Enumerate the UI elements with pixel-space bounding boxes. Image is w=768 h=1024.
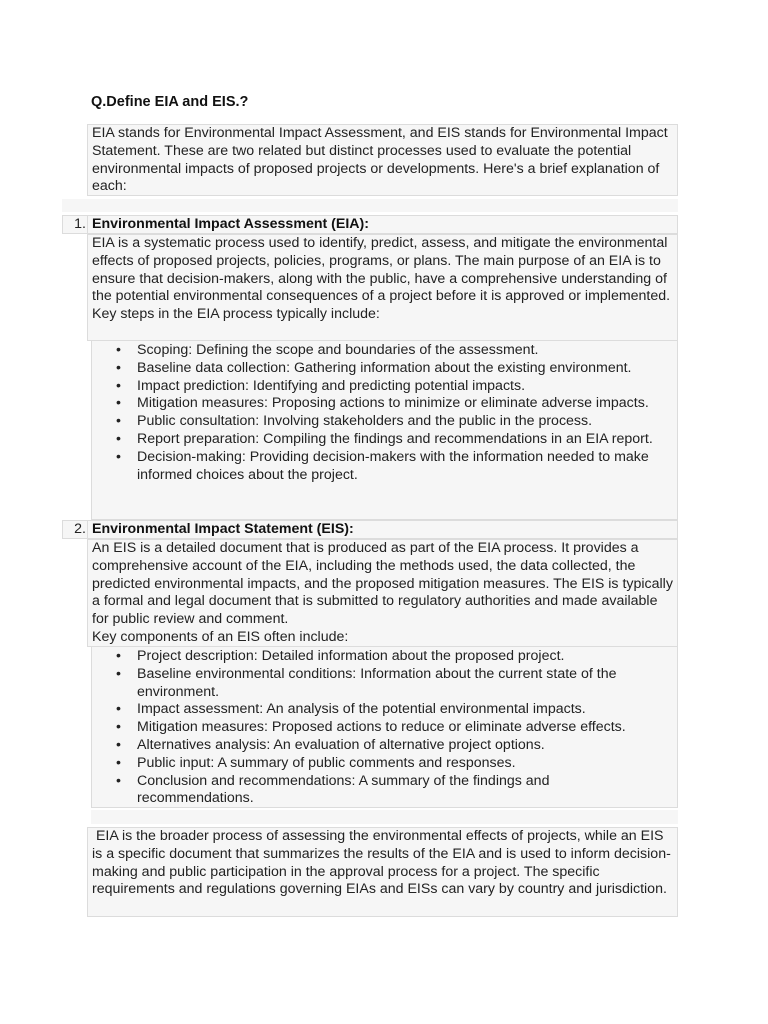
section-1-list-intro: Key steps in the EIA process typically include: [92, 306, 380, 323]
section-2-list-intro: Key components of an EIS often include: [92, 628, 349, 645]
section-1-heading-row [62, 215, 678, 234]
section-2-heading: Environmental Impact Statement (EIS): [92, 521, 354, 537]
section-2-list-box [91, 647, 678, 808]
list-item: • Mitigation measures: Proposed actions to reduce or eliminate adverse effects. [92, 719, 677, 737]
section-2-number: 2. [74, 521, 86, 537]
intro-paragraph: EIA stands for Environmental Impact Assessment, and EIS stands for Environmental Impact Statement. These are two related but distinct processes used to evaluate the potential environmental impacts of proposed projects or developments. Here's a brief explanation of each: [92, 125, 668, 195]
number-divider [87, 521, 88, 538]
list-item: • Scoping: Defining the scope and boundaries of the assessment. [92, 342, 677, 360]
list-item: • Alternatives analysis: An evaluation of alternative project options. [92, 737, 677, 755]
conclusion-paragraph: EIA is the broader process of assessing the environmental effects of projects, while an EIS is a specific document that summarizes the results of the EIA and is used to inform decision-making and public participation in the approval process for a project. The specific requirements and regulations governing EIAs and EISs can vary by country and jurisdiction. [92, 828, 671, 898]
list-item: • Decision-making: Providing decision-makers with the information needed to make informed choices about the project. [92, 449, 677, 485]
list-item: • Mitigation measures: Proposing actions to minimize or eliminate adverse impacts. [92, 395, 677, 413]
list-item: • Report preparation: Compiling the findings and recommendations in an EIA report. [92, 431, 677, 449]
list-item: • Public consultation: Involving stakeholders and the public in the process. [92, 413, 677, 431]
spacer-strip [62, 199, 678, 212]
conclusion-box [87, 827, 678, 917]
section-1-bullet-list [92, 342, 677, 484]
list-item: • Baseline environmental conditions: Information about the current state of the environment. [92, 666, 677, 702]
list-item: • Project description: Detailed information about the proposed project. [92, 648, 677, 666]
list-item: • Baseline data collection: Gathering information about the existing environment. [92, 360, 677, 378]
section-1-heading: Environmental Impact Assessment (EIA): [92, 216, 369, 232]
list-item: • Impact assessment: An analysis of the potential environmental impacts. [92, 701, 677, 719]
section-2-bullet-list [92, 648, 677, 808]
list-item: • Public input: A summary of public comments and responses. [92, 755, 677, 773]
question-title: Q.Define EIA and EIS.? [91, 94, 249, 110]
section-1-list-box [91, 341, 678, 520]
section-2-description: An EIS is a detailed document that is produced as part of the EIA process. It provides a comprehensive account of the EIA, including the methods used, the data collected, the predicted environmental impacts, and the proposed mitigation measures. The EIS is typically a formal and legal document that is submitted to regulatory authorities and made available for public review and comment. [92, 540, 673, 628]
number-divider [87, 216, 88, 233]
section-1-description: EIA is a systematic process used to identify, predict, assess, and mitigate the environmental effects of proposed projects, policies, programs, or plans. The main purpose of an EIA is to ensure that decision-makers, along with the public, have a comprehensive understanding of the potential environmental consequences of a project before it is approved or implemented. [92, 235, 671, 305]
section-1-number: 1. [74, 216, 86, 232]
section-2-description-box [87, 539, 678, 647]
list-item: • Conclusion and recommendations: A summary of the findings and recommendations. [92, 773, 677, 809]
list-item: • Impact prediction: Identifying and predicting potential impacts. [92, 378, 677, 396]
section-2-heading-row [62, 520, 678, 539]
spacer-strip [91, 810, 678, 824]
section-1-description-box [87, 234, 678, 341]
intro-box [87, 124, 678, 196]
